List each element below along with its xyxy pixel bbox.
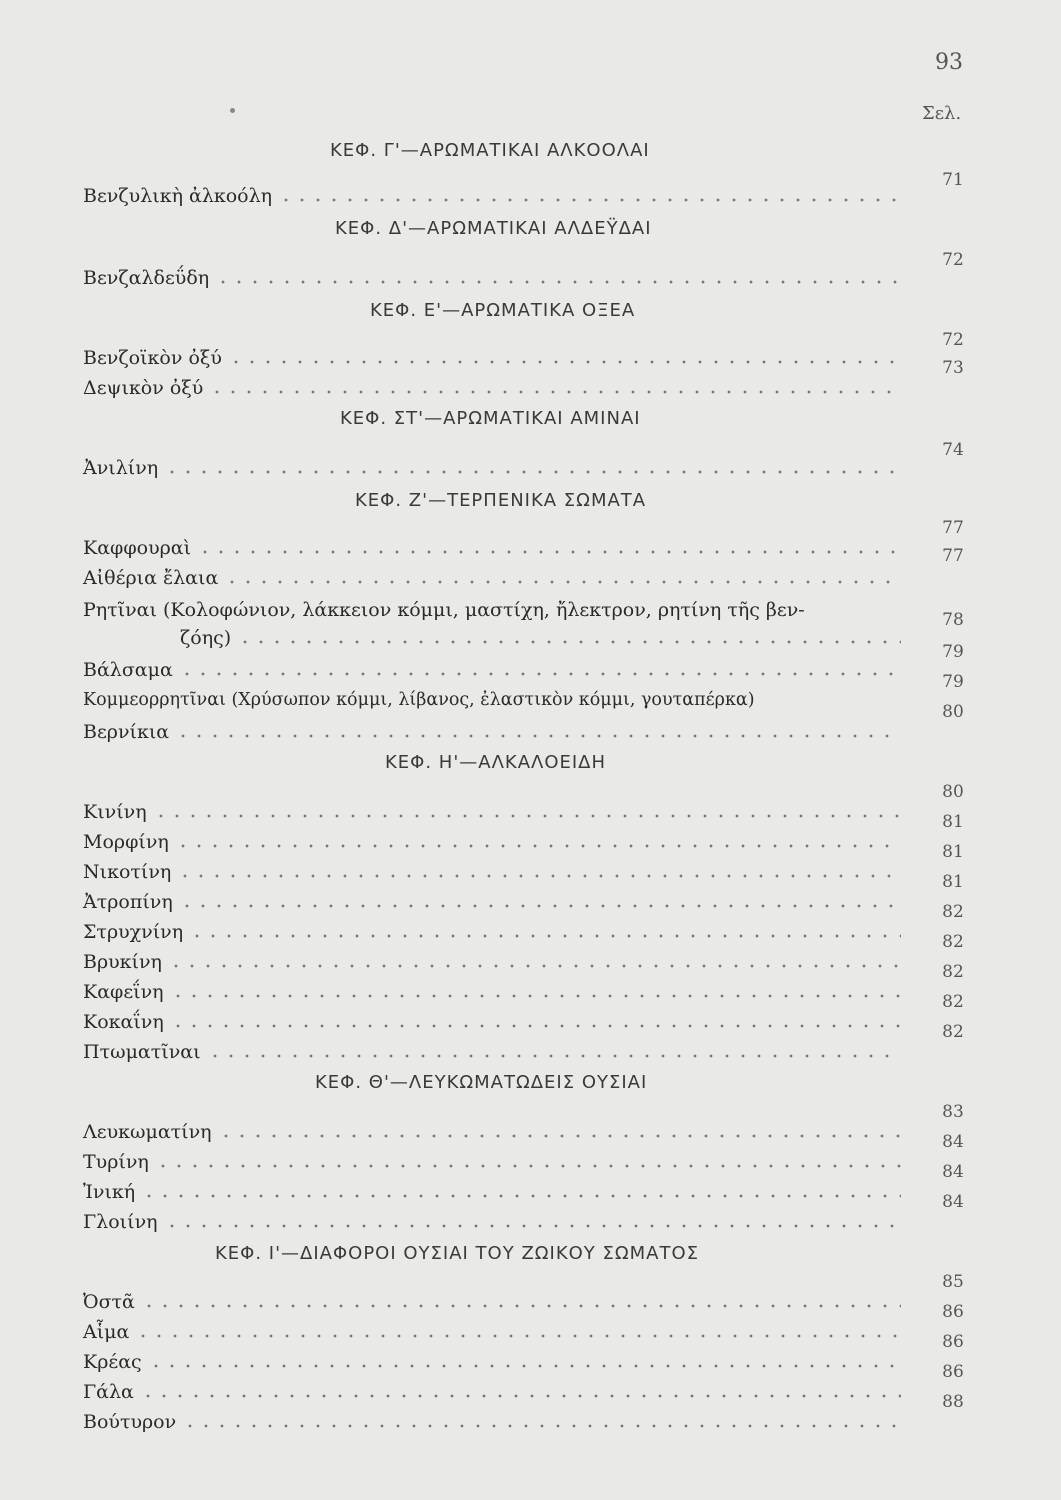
dot-leader xyxy=(164,468,901,476)
entry-label: ζόης) xyxy=(180,627,232,649)
page-number: 93 xyxy=(935,50,963,75)
entry-label: Βερνίκια xyxy=(83,721,170,743)
chapter-heading: ΚΕΦ. Δ'—ΑΡΩΜΑΤΙΚΑΙ ΑΛΔΕΫΔΑΙ xyxy=(335,218,652,239)
entry-label: Ρητῖναι (Κολοφώνιον, λάκκειον κόμμι, μαστίχη, ἤλεκτρον, ρητίνη τῆς βεν- xyxy=(83,599,805,621)
entry-label: Πτωματῖναι xyxy=(83,1041,201,1063)
entry-page: 84 xyxy=(942,1192,964,1212)
toc-entry xyxy=(83,1176,901,1204)
entry-page: 77 xyxy=(942,546,964,566)
dot-leader xyxy=(164,1222,902,1230)
toc-entry xyxy=(83,562,901,590)
dot-leader xyxy=(153,812,901,820)
entry-page: 79 xyxy=(942,642,964,662)
entry-label: Βάλσαμα xyxy=(83,659,173,681)
toc-entry xyxy=(83,262,901,290)
entry-page: 82 xyxy=(942,932,964,952)
entry-label: Στρυχνίνη xyxy=(83,921,184,943)
dot-leader xyxy=(197,548,901,556)
toc-entry xyxy=(83,1206,901,1234)
entry-page: 78 xyxy=(942,610,964,630)
entry-label: Γλοιίνη xyxy=(83,1211,158,1233)
dot-leader xyxy=(179,902,901,910)
entry-label: Κρέας xyxy=(83,1351,142,1373)
dot-leader xyxy=(207,1052,901,1060)
toc-entry xyxy=(83,1116,901,1144)
toc-entry xyxy=(83,452,901,480)
entry-label: Λευκωματίνη xyxy=(83,1121,212,1143)
entry-label: Καφφουραὶ xyxy=(83,537,192,559)
entry-page: 82 xyxy=(942,1022,964,1042)
dot-leader xyxy=(155,1162,901,1170)
dot-leader xyxy=(175,842,901,850)
dot-leader xyxy=(135,1332,901,1340)
entry-page: 84 xyxy=(942,1132,964,1152)
entry-label: Κινίνη xyxy=(83,801,147,823)
toc-entry xyxy=(83,1376,901,1404)
entry-page: 81 xyxy=(942,872,964,892)
entry-label: Κομμεορρητῖναι (Χρύσωπον κόμμι, λίβανος, ἐλαστικὸν κόμμι, γουταπέρκα) xyxy=(83,690,755,710)
entry-label: Νικοτίνη xyxy=(83,861,172,883)
entry-page: 74 xyxy=(942,440,964,460)
toc-entry xyxy=(83,796,901,824)
entry-page: 88 xyxy=(942,1392,964,1412)
chapter-heading: ΚΕΦ. Ι'—ΔΙΑΦΟΡΟΙ ΟΥΣΙΑΙ ΤΟΥ ΖΩΙΚΟΥ ΣΩΜΑΤΟΣ xyxy=(215,1243,700,1264)
entry-label: Βενζοϊκὸν ὀξύ xyxy=(83,347,222,369)
chapter-heading: ΚΕΦ. Ε'—ΑΡΩΜΑΤΙΚΑ ΟΞΕΑ xyxy=(370,300,636,321)
chapter-heading: ΚΕΦ. ΣΤ'—ΑΡΩΜΑΤΙΚΑΙ ΑΜΙΝΑΙ xyxy=(340,408,641,429)
dot-leader xyxy=(215,278,901,286)
dot-leader xyxy=(141,1192,901,1200)
toc-entry xyxy=(83,976,901,1004)
entry-label: Μορφίνη xyxy=(83,831,169,853)
entry-page: 80 xyxy=(942,782,964,802)
toc-entry xyxy=(83,594,901,622)
dot-leader xyxy=(278,196,901,204)
toc-entry xyxy=(83,180,901,208)
toc-entry xyxy=(83,1036,901,1064)
entry-page: 81 xyxy=(942,812,964,832)
dot-leader xyxy=(189,932,901,940)
toc-entry xyxy=(83,826,901,854)
entry-page: 77 xyxy=(942,518,964,538)
toc-entry xyxy=(83,1006,901,1034)
entry-label: Ἀτροπίνη xyxy=(83,891,173,913)
dot-leader xyxy=(224,578,901,586)
dot-leader xyxy=(170,992,901,1000)
toc-entry xyxy=(83,716,901,744)
entry-label: Αἷμα xyxy=(83,1321,130,1343)
dot-leader xyxy=(218,1132,901,1140)
entry-page: 82 xyxy=(942,902,964,922)
entry-label: Τυρίνη xyxy=(83,1151,149,1173)
toc-entry xyxy=(83,342,901,370)
toc-entry xyxy=(83,1406,901,1434)
entry-label: Καφεΐνη xyxy=(83,981,164,1003)
chapter-heading: ΚΕΦ. Θ'—ΛΕΥΚΩΜΑΤΩΔΕΙΣ ΟΥΣΙΑΙ xyxy=(315,1072,648,1093)
toc-entry xyxy=(83,654,901,682)
dot-leader xyxy=(175,732,901,740)
dot-leader xyxy=(148,1362,901,1370)
dot-leader xyxy=(209,388,901,396)
toc-entry xyxy=(83,684,901,712)
toc-entry xyxy=(83,946,901,974)
toc-entry xyxy=(180,622,901,650)
entry-page: 71 xyxy=(942,170,964,190)
toc-entry xyxy=(83,532,901,560)
entry-page: 82 xyxy=(942,962,964,982)
dot-leader xyxy=(140,1392,901,1400)
entry-label: Ἰνική xyxy=(83,1181,136,1203)
dot-leader xyxy=(182,1422,901,1430)
toc-entry xyxy=(83,1316,901,1344)
dot-leader xyxy=(170,1022,901,1030)
entry-label: Γάλα xyxy=(83,1381,134,1403)
entry-label: Δεψικὸν ὀξύ xyxy=(83,377,204,399)
entry-label: Κοκαΐνη xyxy=(83,1011,164,1033)
entry-page: 84 xyxy=(942,1162,964,1182)
entry-page: 81 xyxy=(942,842,964,862)
entry-label: Βενζαλδεΰδη xyxy=(83,267,210,289)
entry-label: Βούτυρον xyxy=(83,1411,177,1433)
entry-page: 86 xyxy=(942,1362,964,1382)
entry-label: Ἀνιλίνη xyxy=(83,457,159,479)
toc-entry xyxy=(83,1146,901,1174)
entry-page: 86 xyxy=(942,1302,964,1322)
chapter-heading: ΚΕΦ. Ζ'—ΤΕΡΠΕΝΙΚΑ ΣΩΜΑΤΑ xyxy=(355,490,647,511)
dot-leader xyxy=(179,670,901,678)
entry-page: 85 xyxy=(942,1272,964,1292)
entry-label: Αἰθέρια ἔλαια xyxy=(83,567,219,589)
page-column-label: Σελ. xyxy=(922,103,962,124)
entry-label: Ὀστᾶ xyxy=(83,1291,135,1313)
entry-page: 83 xyxy=(942,1102,964,1122)
entry-page: 86 xyxy=(942,1332,964,1352)
entry-page: 79 xyxy=(942,672,964,692)
entry-page: 72 xyxy=(942,250,964,270)
ink-mark xyxy=(230,108,235,113)
toc-entry xyxy=(83,856,901,884)
toc-entry xyxy=(83,372,901,400)
dot-leader xyxy=(228,358,901,366)
toc-entry xyxy=(83,886,901,914)
dot-leader xyxy=(168,962,901,970)
toc-entry xyxy=(83,1286,901,1314)
chapter-heading: ΚΕΦ. Γ'—ΑΡΩΜΑΤΙΚΑΙ ΑΛΚΟΟΛΑΙ xyxy=(330,140,650,161)
entry-page: 80 xyxy=(942,702,964,722)
entry-page: 72 xyxy=(942,330,964,350)
dot-leader xyxy=(177,872,901,880)
toc-entry xyxy=(83,916,901,944)
dot-leader xyxy=(237,638,901,646)
toc-entry xyxy=(83,1346,901,1374)
entry-label: Βρυκίνη xyxy=(83,951,162,973)
chapter-heading: ΚΕΦ. Η'—ΑΛΚΑΛΟΕΙΔΗ xyxy=(385,752,607,773)
dot-leader xyxy=(141,1302,901,1310)
entry-label: Βενζυλικὴ ἀλκοόλη xyxy=(83,185,273,207)
entry-page: 82 xyxy=(942,992,964,1012)
entry-page: 73 xyxy=(942,358,964,378)
